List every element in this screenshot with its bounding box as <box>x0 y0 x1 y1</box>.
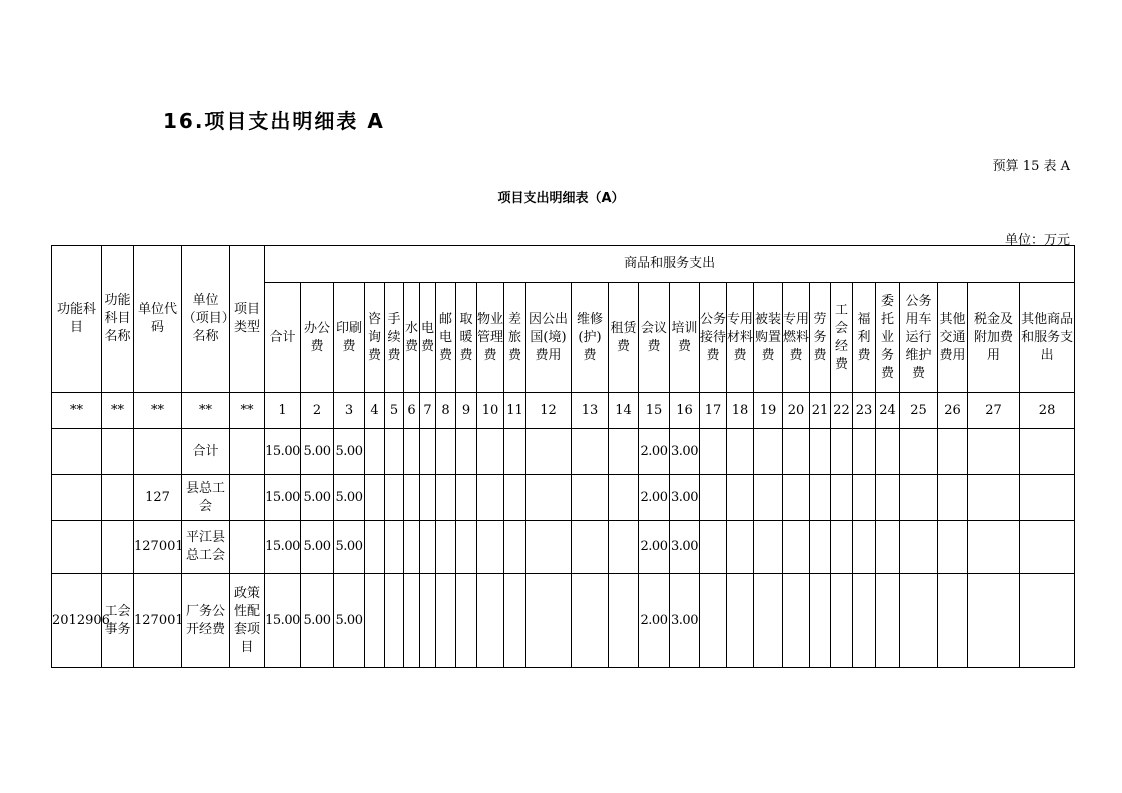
value-cell: 2.00 <box>639 574 670 668</box>
header-item: 公务用车运行维护费 <box>900 283 938 393</box>
header-project-type: 项目类型 <box>230 246 265 393</box>
value-cell <box>456 475 477 521</box>
value-cell <box>420 574 436 668</box>
value-cell <box>853 429 876 475</box>
column-number: 4 <box>365 393 385 429</box>
value-cell <box>727 475 754 521</box>
value-cell <box>1020 475 1075 521</box>
column-number: 22 <box>831 393 853 429</box>
value-cell <box>938 429 968 475</box>
unit-name-cell: 县总工会 <box>182 475 230 521</box>
value-cell: 5.00 <box>334 475 365 521</box>
project-type-cell: 政策性配套项目 <box>230 574 265 668</box>
value-cell <box>968 429 1020 475</box>
column-number: 13 <box>572 393 609 429</box>
value-cell: 3.00 <box>670 574 700 668</box>
column-number: ** <box>102 393 134 429</box>
column-number: 2 <box>301 393 334 429</box>
value-cell <box>385 574 404 668</box>
header-item: 劳务费 <box>810 283 831 393</box>
value-cell <box>404 574 420 668</box>
value-cell <box>783 429 810 475</box>
table-row <box>52 521 1075 574</box>
table-row <box>52 475 1075 521</box>
value-cell <box>609 521 639 574</box>
value-cell <box>404 429 420 475</box>
value-cell <box>831 475 853 521</box>
column-number: 15 <box>639 393 670 429</box>
unit-label: 单位：万元 <box>1004 233 1070 248</box>
header-item: 手续费 <box>385 283 404 393</box>
header-item: 合计 <box>265 283 301 393</box>
value-cell: 5.00 <box>334 429 365 475</box>
unit-code-cell: 127001 <box>134 521 182 574</box>
value-cell: 3.00 <box>670 475 700 521</box>
value-cell <box>572 574 609 668</box>
header-func-name: 功能科目名称 <box>102 246 134 393</box>
value-cell: 5.00 <box>301 521 334 574</box>
project-type-cell <box>230 475 265 521</box>
value-cell <box>938 475 968 521</box>
column-number: 8 <box>436 393 456 429</box>
value-cell <box>365 521 385 574</box>
unit-name-cell: 平江县总工会 <box>182 521 230 574</box>
column-number: 25 <box>900 393 938 429</box>
value-cell: 2.00 <box>639 521 670 574</box>
unit-code-cell: 127001 <box>134 574 182 668</box>
value-cell <box>968 574 1020 668</box>
header-item: 取暖费 <box>456 283 477 393</box>
value-cell <box>938 521 968 574</box>
value-cell <box>727 429 754 475</box>
value-cell <box>609 475 639 521</box>
value-cell <box>853 475 876 521</box>
value-cell <box>385 429 404 475</box>
column-number: 28 <box>1020 393 1075 429</box>
value-cell <box>831 521 853 574</box>
header-item: 工会经费 <box>831 283 853 393</box>
value-cell <box>436 574 456 668</box>
header-goods-services: 商品和服务支出 <box>265 246 1075 283</box>
header-item: 专用材料费 <box>727 283 754 393</box>
value-cell: 5.00 <box>334 521 365 574</box>
value-cell: 3.00 <box>670 521 700 574</box>
value-cell <box>783 475 810 521</box>
header-item: 租赁费 <box>609 283 639 393</box>
value-cell <box>436 521 456 574</box>
project-expenditure-table <box>51 245 1075 668</box>
value-cell <box>876 475 900 521</box>
unit-code-cell: 127 <box>134 475 182 521</box>
value-cell <box>609 429 639 475</box>
unit-name-cell: 合计 <box>182 429 230 475</box>
value-cell: 2.00 <box>639 429 670 475</box>
value-cell <box>831 574 853 668</box>
project-type-cell <box>230 521 265 574</box>
column-number: 11 <box>504 393 526 429</box>
value-cell: 15.00 <box>265 521 301 574</box>
value-cell: 2.00 <box>639 475 670 521</box>
value-cell <box>700 429 727 475</box>
value-cell <box>754 429 783 475</box>
column-number: 14 <box>609 393 639 429</box>
value-cell <box>526 574 572 668</box>
column-number: ** <box>52 393 102 429</box>
value-cell <box>456 574 477 668</box>
column-number: 17 <box>700 393 727 429</box>
value-cell <box>853 521 876 574</box>
header-item: 物业管理费 <box>477 283 504 393</box>
value-cell <box>365 574 385 668</box>
value-cell <box>727 574 754 668</box>
value-cell <box>385 475 404 521</box>
value-cell <box>900 521 938 574</box>
project-type-cell <box>230 429 265 475</box>
unit-name-cell: 厂务公开经费 <box>182 574 230 668</box>
value-cell <box>385 521 404 574</box>
column-number: 12 <box>526 393 572 429</box>
header-item: 专用燃料费 <box>783 283 810 393</box>
value-cell <box>526 429 572 475</box>
column-number: 3 <box>334 393 365 429</box>
value-cell <box>783 521 810 574</box>
header-item: 被装购置费 <box>754 283 783 393</box>
func-code-cell <box>52 475 102 521</box>
column-number: 18 <box>727 393 754 429</box>
value-cell <box>968 521 1020 574</box>
value-cell <box>810 521 831 574</box>
value-cell <box>420 521 436 574</box>
func-name-cell: 工会事务 <box>102 574 134 668</box>
column-number: 23 <box>853 393 876 429</box>
value-cell <box>876 429 900 475</box>
value-cell <box>754 574 783 668</box>
header-item: 其他交通费用 <box>938 283 968 393</box>
column-number: 20 <box>783 393 810 429</box>
header-item: 水费 <box>404 283 420 393</box>
column-number: 27 <box>968 393 1020 429</box>
func-name-cell <box>102 521 134 574</box>
value-cell <box>900 475 938 521</box>
header-item: 电费 <box>420 283 436 393</box>
column-number: 1 <box>265 393 301 429</box>
value-cell <box>572 475 609 521</box>
value-cell <box>754 475 783 521</box>
value-cell <box>900 574 938 668</box>
value-cell <box>420 429 436 475</box>
value-cell <box>477 521 504 574</box>
header-item: 委托业务费 <box>876 283 900 393</box>
value-cell: 3.00 <box>670 429 700 475</box>
value-cell <box>968 475 1020 521</box>
func-name-cell <box>102 475 134 521</box>
value-cell: 5.00 <box>334 574 365 668</box>
value-cell <box>436 475 456 521</box>
value-cell <box>853 574 876 668</box>
column-number: ** <box>230 393 265 429</box>
table-row <box>52 574 1075 668</box>
header-item: 印刷费 <box>334 283 365 393</box>
header-item: 差旅费 <box>504 283 526 393</box>
value-cell <box>365 429 385 475</box>
value-cell <box>700 574 727 668</box>
header-item: 培训费 <box>670 283 700 393</box>
value-cell <box>783 574 810 668</box>
value-cell <box>810 475 831 521</box>
column-number: 9 <box>456 393 477 429</box>
header-item: 公务接待费 <box>700 283 727 393</box>
value-cell <box>1020 574 1075 668</box>
header-item: 因公出国(境)费用 <box>526 283 572 393</box>
unit-code-cell <box>134 429 182 475</box>
column-number: 7 <box>420 393 436 429</box>
value-cell <box>831 429 853 475</box>
column-number: 21 <box>810 393 831 429</box>
value-cell <box>456 429 477 475</box>
header-item: 办公费 <box>301 283 334 393</box>
table-title: 项目支出明细表（A） <box>497 191 625 206</box>
value-cell <box>404 475 420 521</box>
value-cell <box>477 475 504 521</box>
func-code-cell: 2012906 <box>52 574 102 668</box>
value-cell <box>504 475 526 521</box>
value-cell <box>572 429 609 475</box>
column-number: 19 <box>754 393 783 429</box>
column-number: 16 <box>670 393 700 429</box>
value-cell: 5.00 <box>301 574 334 668</box>
header-unit-code: 单位代码 <box>134 246 182 393</box>
value-cell <box>876 521 900 574</box>
value-cell <box>938 574 968 668</box>
header-item: 邮电费 <box>436 283 456 393</box>
value-cell <box>810 429 831 475</box>
value-cell <box>526 475 572 521</box>
value-cell <box>436 429 456 475</box>
value-cell <box>900 429 938 475</box>
form-number: 预算 15 表 A <box>992 159 1070 174</box>
header-item: 咨询费 <box>365 283 385 393</box>
column-number: 5 <box>385 393 404 429</box>
value-cell <box>727 521 754 574</box>
header-item: 税金及附加费用 <box>968 283 1020 393</box>
func-name-cell <box>102 429 134 475</box>
column-number: 26 <box>938 393 968 429</box>
value-cell <box>420 475 436 521</box>
func-code-cell <box>52 429 102 475</box>
column-number: ** <box>182 393 230 429</box>
value-cell <box>477 429 504 475</box>
value-cell: 15.00 <box>265 475 301 521</box>
value-cell <box>572 521 609 574</box>
value-cell <box>810 574 831 668</box>
value-cell <box>876 574 900 668</box>
value-cell <box>609 574 639 668</box>
value-cell <box>1020 521 1075 574</box>
value-cell: 15.00 <box>265 429 301 475</box>
value-cell <box>754 521 783 574</box>
value-cell: 5.00 <box>301 475 334 521</box>
header-unit-name: 单位（项目）名称 <box>182 246 230 393</box>
value-cell <box>504 429 526 475</box>
value-cell <box>504 574 526 668</box>
column-number: 24 <box>876 393 900 429</box>
value-cell <box>700 521 727 574</box>
header-item: 其他商品和服务支出 <box>1020 283 1075 393</box>
header-func-code: 功能科目 <box>52 246 102 393</box>
value-cell <box>365 475 385 521</box>
table-row <box>52 429 1075 475</box>
column-number: ** <box>134 393 182 429</box>
document-title: 16.项目支出明细表 A <box>163 109 385 133</box>
header-item: 维修(护)费 <box>572 283 609 393</box>
value-cell <box>526 521 572 574</box>
value-cell <box>404 521 420 574</box>
value-cell: 15.00 <box>265 574 301 668</box>
column-number: 10 <box>477 393 504 429</box>
value-cell <box>456 521 477 574</box>
value-cell <box>477 574 504 668</box>
value-cell <box>700 475 727 521</box>
value-cell: 5.00 <box>301 429 334 475</box>
header-item: 会议费 <box>639 283 670 393</box>
value-cell <box>504 521 526 574</box>
func-code-cell <box>52 521 102 574</box>
value-cell <box>1020 429 1075 475</box>
header-item: 福利费 <box>853 283 876 393</box>
column-number: 6 <box>404 393 420 429</box>
